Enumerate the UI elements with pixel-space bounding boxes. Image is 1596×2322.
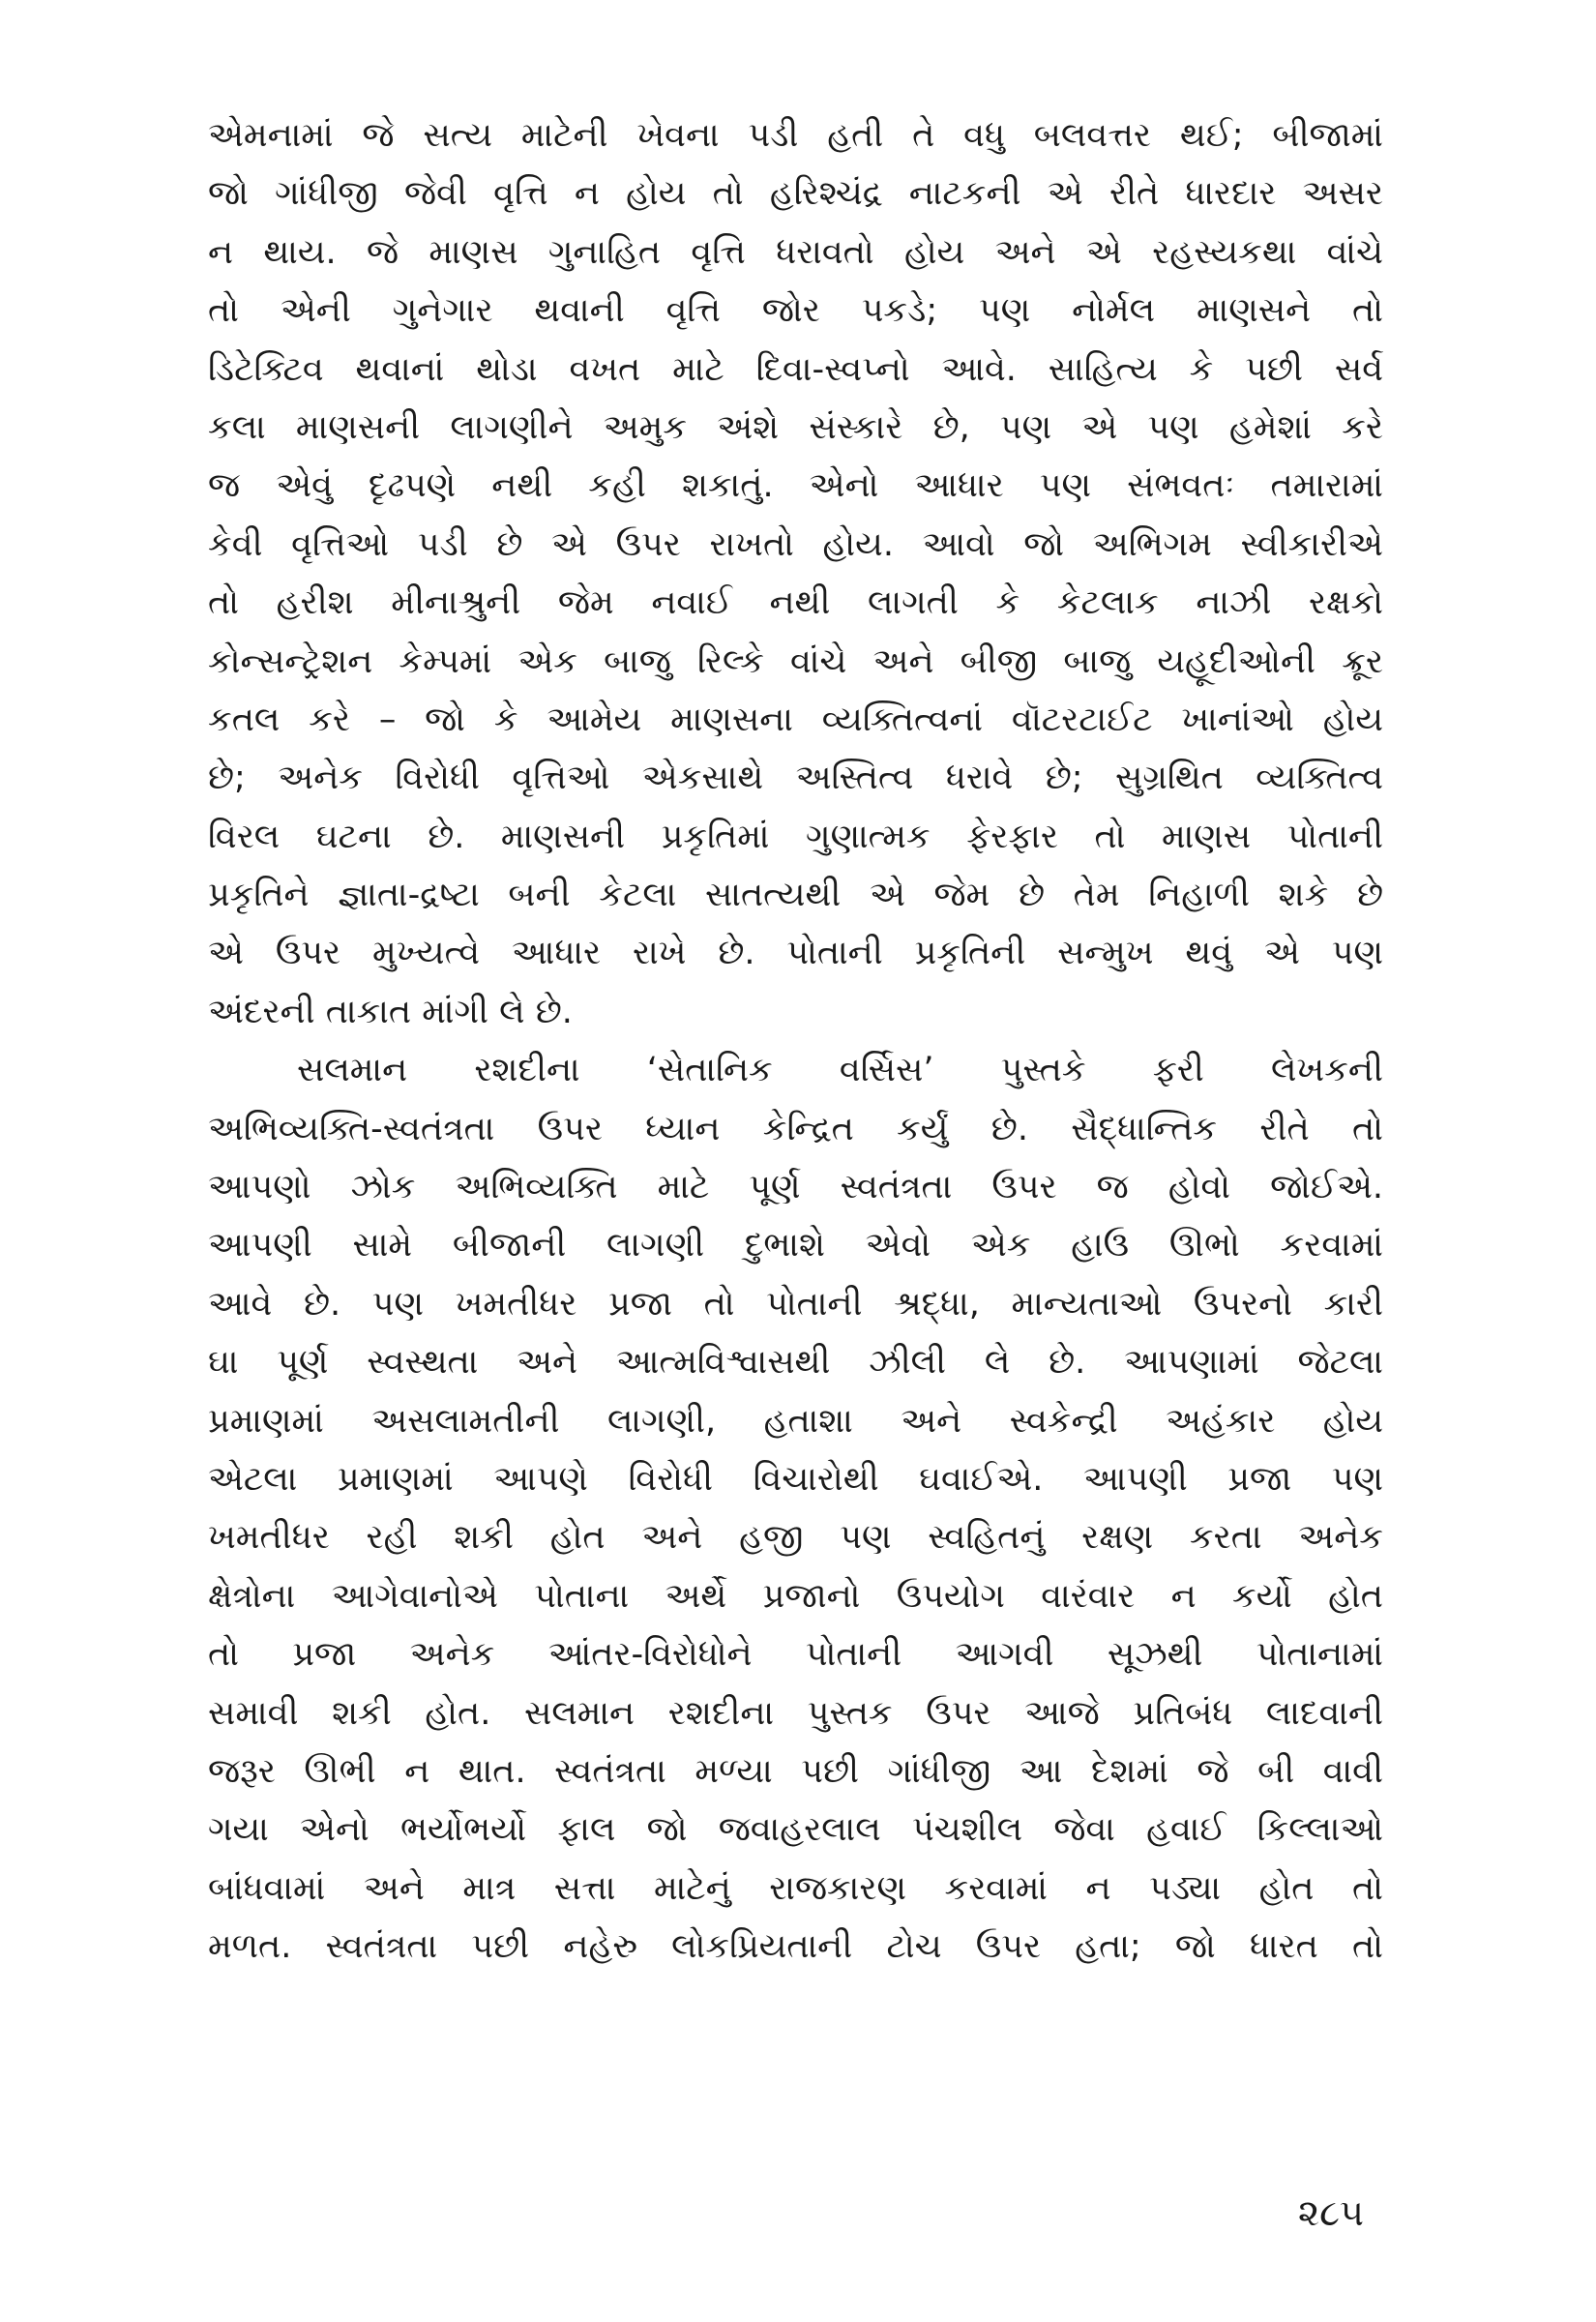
text-line: ખમતીધર રહી શકી હોત અને હજી પણ સ્વહિતનું રક્ષણ કરતા અનેક (208, 1518, 1383, 1558)
text-line: અંદરની તાકાત માંગી લે છે. (208, 992, 573, 1031)
text-line: કેવી વૃત્તિઓ પડી છે એ ઉપર રાખતો હોય. આવો જો અભિગમ સ્વીકારીએ (208, 524, 1383, 564)
text-line: આપણો ઝોક અભિવ્યક્તિ માટે પૂર્ણ સ્વતંત્રતા ઉપર જ હોવો જોઈએ. (208, 1168, 1383, 1207)
text-line: ડિટેક્ટિવ થવાનાં થોડા વખત માટે દિવા-સ્વપ્નો આવે. સાહિત્ય કે પછી સર્વ (208, 349, 1383, 389)
text-line: જો ગાંધીજી જેવી વૃત્તિ ન હોય તો હરિશ્ચંદ્ર નાટકની એ રીતે ધારદાર અસર (208, 174, 1383, 214)
text-line: જ એવું દૃઢપણે નથી કહી શકાતું. એનો આધાર પણ સંભવતઃ તમારામાં (208, 466, 1383, 506)
text-line: કતલ કરે – જો કે આમેય માણસના વ્યક્તિત્વનાં વૉટરટાઈટ ખાનાંઓ હોય (208, 700, 1383, 739)
paragraph (208, 106, 1383, 1041)
text-line: વિરલ ઘટના છે. માણસની પ્રકૃતિમાં ગુણાત્મક ફેરફાર તો માણસ પોતાની (208, 817, 1383, 856)
text-line: એમનામાં જે સત્ય માટેની ખેવના પડી હતી તે વધુ બલવત્તર થઈ; બીજામાં (208, 116, 1383, 155)
page-number: ૨૮૫ (1297, 2191, 1364, 2234)
text-line: કોન્સન્ટ્રેશન કેમ્પમાં એક બાજુ રિલ્કે વાંચે અને બીજી બાજુ યહૂદીઓની ક્રૂર (208, 641, 1383, 681)
text-line: સલમાન રશદીના ‘સેતાનિક વર્સિસ’ પુસ્તકે ફરી લેખકની (297, 1051, 1383, 1090)
text-line: આપણી સામે બીજાની લાગણી દુભાશે એવો એક હાઉ ઊભો કરવામાં (208, 1226, 1383, 1265)
text-line: અભિવ્યક્તિ-સ્વતંત્રતા ઉપર ધ્યાન કેન્દ્રિત કર્યું છે. સૈદ્ધાન્તિક રીતે તો (208, 1109, 1383, 1148)
text-line: પ્રકૃતિને જ્ઞાતા-દ્રષ્ટા બની કેટલા સાતત્યથી એ જેમ છે તેમ નિહાળી શકે છે (208, 876, 1383, 915)
text-line: છે; અનેક વિરોધી વૃત્તિઓ એકસાથે અસ્તિત્વ ધરાવે છે; સુગ્રથિત વ્યક્તિત્વ (208, 759, 1383, 798)
text-line: કલા માણસની લાગણીને અમુક અંશે સંસ્કારે છે, પણ એ પણ હમેશાં કરે (208, 407, 1383, 447)
text-line: તો પ્રજા અનેક આંતર-વિરોધોને પોતાની આગવી સૂઝથી પોતાનામાં (208, 1635, 1383, 1675)
text-line: સમાવી શકી હોત. સલમાન રશદીના પુસ્તક ઉપર આજે પ્રતિબંધ લાદવાની (208, 1693, 1383, 1733)
text-line: ગયા એનો ભર્યોભર્યો ફાલ જો જવાહરલાલ પંચશીલ જેવા હવાઈ કિલ્લાઓ (208, 1810, 1383, 1850)
text-line: બાંધવામાં અને માત્ર સત્તા માટેનું રાજકારણ કરવામાં ન પડ્યા હોત તો (208, 1868, 1383, 1908)
paragraph (208, 1041, 1383, 1976)
body-text (208, 106, 1383, 1977)
text-line: ન થાય. જે માણસ ગુનાહિત વૃત્તિ ધરાવતો હોય અને એ રહસ્યકથા વાંચે (208, 232, 1383, 272)
text-line: એ ઉપર મુખ્યત્વે આધાર રાખે છે. પોતાની પ્રકૃતિની સન્મુખ થવું એ પણ (208, 934, 1383, 973)
text-line: તો એની ગુનેગાર થવાની વૃત્તિ જોર પકડે; પણ નોર્મલ માણસને તો (208, 291, 1383, 331)
text-line: એટલા પ્રમાણમાં આપણે વિરોધી વિચારોથી ઘવાઈએ. આપણી પ્રજા પણ (208, 1459, 1383, 1499)
text-line: આવે છે. પણ ખમતીધર પ્રજા તો પોતાની શ્રદ્ધા, માન્યતાઓ ઉપરનો કારી (208, 1284, 1383, 1324)
text-line: ઘા પૂર્ણ સ્વસ્થતા અને આત્મવિશ્વાસથી ઝીલી લે છે. આપણામાં જેટલા (208, 1343, 1383, 1383)
text-line: પ્રમાણમાં અસલામતીની લાગણી, હતાશા અને સ્વકેન્દ્રી અહંકાર હોય (208, 1401, 1383, 1441)
text-line: જરૂર ઊભી ન થાત. સ્વતંત્રતા મળ્યા પછી ગાંધીજી આ દેશમાં જે બી વાવી (208, 1751, 1383, 1791)
text-line: મળત. સ્વતંત્રતા પછી નહેરુ લોકપ્રિયતાની ટોચ ઉપર હતા; જો ધારત તો (208, 1927, 1383, 1967)
text-line: ક્ષેત્રોના આગેવાનોએ પોતાના અર્થે પ્રજાનો ઉપયોગ વારંવાર ન કર્યો હોત (208, 1576, 1383, 1616)
text-line: તો હરીશ મીનાશ્રુની જેમ નવાઈ નથી લાગતી કે કેટલાક નાઝી રક્ષકો (208, 583, 1383, 623)
